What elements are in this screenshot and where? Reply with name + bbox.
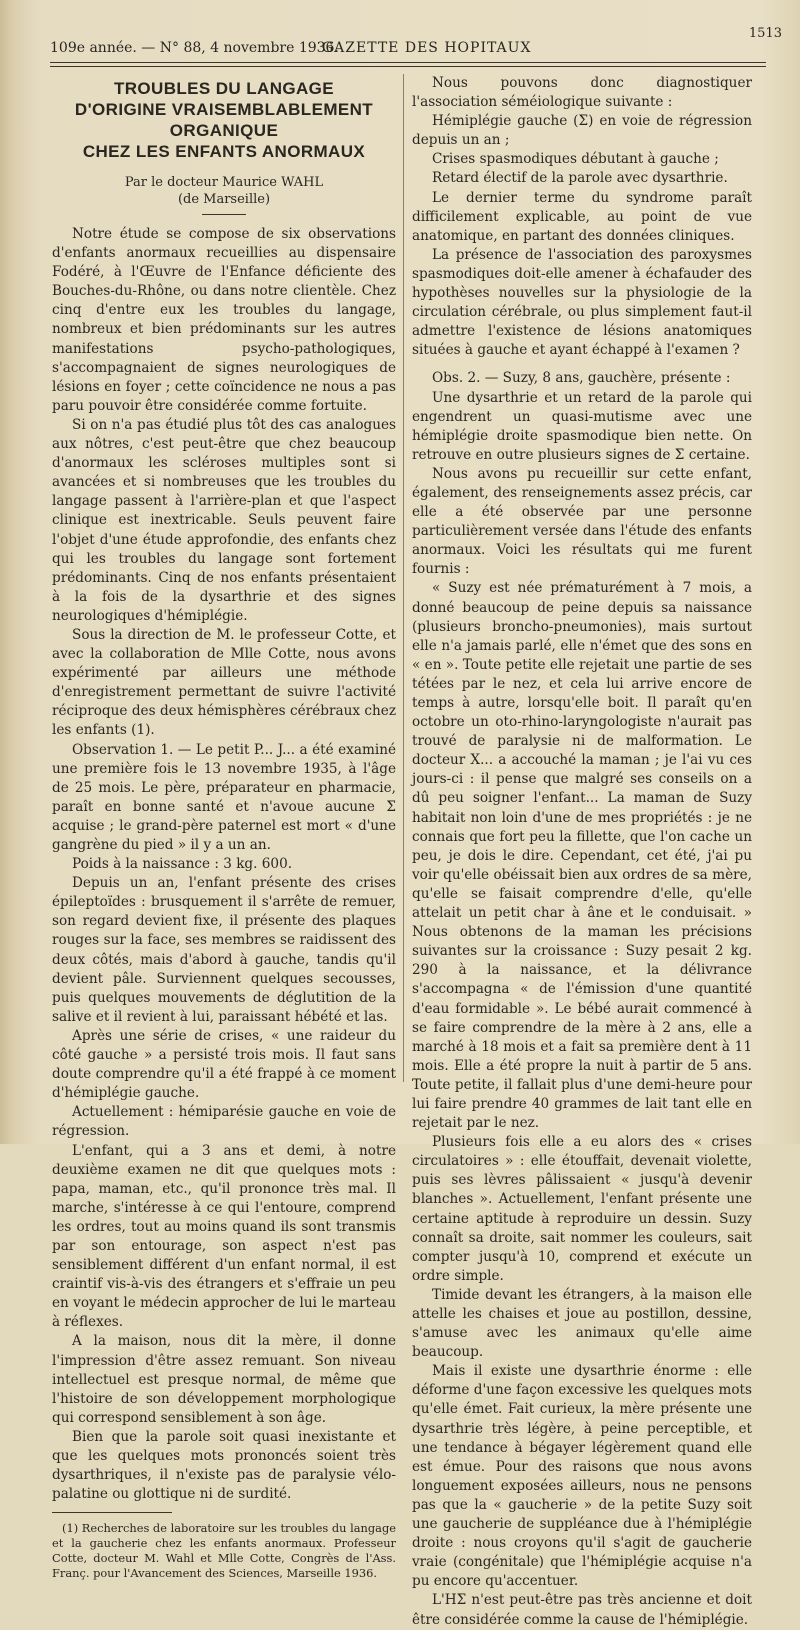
paragraph: A la maison, nous dit la mère, il donne l'impression d'être assez remuant. Son niveau intellectuel est presque normal, de même que l'histoire de son développement morphologique qui correspond sensiblement à son âge. (52, 1333, 396, 1426)
left-column (52, 74, 396, 1581)
paragraph: Hémiplégie gauche (Σ) en voie de régression depuis un an ; (412, 113, 752, 149)
footnote: (1) Recherches de laboratoire sur les troubles du langage et la gaucherie chez les enfants anormaux. Professeur Cotte, docteur M. Wahl et Mlle Cotte, Congrès de l'Ass. Franç. pour l'Avancement des Sciences, Marseille 1936. (52, 1521, 396, 1581)
spacer (412, 360, 752, 369)
paragraph: Une dysarthrie et un retard de la parole qui engendrent un quasi-mutisme avec une hémiplégie droite spasmodique bien nette. On retrouve en outre plusieurs signes de Σ certaine. (412, 389, 752, 463)
paragraph: L'enfant, qui a 3 ans et demi, à notre deuxième examen ne dit que quelques mots : papa, maman, etc., qu'il prononce très mal. Il marche, s'intéresse à ce qui l'entoure, comprend les ordres, tout au moins quand ils sont transmis par son entourage, son aspect n'est pas sensiblement différent d'un enfant normal, il est craintif vis-à-vis des étrangers et s'effraie un peu en voyant le médecin approcher de lui le marteau à réflexes. (52, 1142, 396, 1331)
article-title (52, 78, 396, 162)
paragraph: Depuis un an, l'enfant présente des crises épileptoïdes : brusquement il s'arrête de remuer, son regard devient fixe, il présente des plaques rouges sur la face, ses membres se raidissent des deux côtés, mais d'abord à gauche, tandis qu'il devient pâle. Surviennent quelques secousses, puis quelques mouvements de déglutition de la salive et il revient à lui, paraissant hébété et las. (52, 875, 396, 1025)
paragraph: L'HΣ n'est peut-être pas très ancienne et doit être considérée comme la cause de l'hémiplégie. (412, 1592, 752, 1628)
journal-title: GAZETTE DES HOPITAUX (322, 40, 532, 56)
paragraph: La présence de l'association des paroxysmes spasmodiques doit-elle amener à échafauder des hypothèses nouvelles sur la physiologie de la circulation cérébrale, ou plus simplement faut-il admettre l'existence de lésions anatomiques situées à gauche et ayant échappé à l'examen ? (412, 246, 752, 359)
paragraph: Le dernier terme du syndrome paraît difficilement explicable, au point de vue anatomique, en partant des données cliniques. (412, 189, 752, 244)
paragraph: Si on n'a pas étudié plus tôt des cas analogues aux nôtres, c'est peut-être que chez beaucoup d'anormaux les scléroses multiples sont si avancées et si nombreuses que les troubles du langage passent à l'arrière-plan et que l'aspect clinique est inextricable. Seuls peuvent faire l'objet d'une étude approfondie, des enfants chez qui les troubles du langage sont fortement prédominants. Cinq de nos enfants présentaient à la fois de la dysarthrie et des signes neurologiques d'hémiplégie. (52, 416, 396, 624)
right-column (412, 74, 752, 1630)
paragraph: Bien que la parole soit quasi inexistante et que les quelques mots prononcés soient très dysarthriques, il n'existe pas de paralysie vélo-palatine ou glottique ni de surdité. (52, 1428, 396, 1503)
paragraph: Retard électif de la parole avec dysarthrie. (432, 170, 728, 187)
paragraph: « Suzy est née prématurément à 7 mois, a donné beaucoup de peine depuis sa naissance (plusieurs broncho-pneumonies), mais surtout elle n'a jamais parlé, elle n'émet que des sons en « en ». Toute petite elle rejetait une partie de ses tétées par le nez, et cela lui arrive encore de temps à autre, lorsqu'elle boit. Il paraît qu'en octobre un oto-rhino-laryngologiste n'aurait pas trouvé de paralysie ni de malformation. Le docteur X... a accouché la maman ; je l'ai vu ces jours-ci : il pense que malgré ses conseils on a dû peu soigner l'enfant... La maman de Suzy habitait non loin d'une de mes propriétés : je ne connais que fort peu la fillette, que l'on cache un peu, je dois le dire. Cependant, cet été, j'ai pu voir qu'elle obéissait bien aux ordres de sa mère, qu'elle se faisait comprendre d'elle, qu'elle attelait un petit char à âne et le conduisait. » Nous obtenons de la maman les précisions suivantes sur la croissance : Suzy pesait 2 kg. 290 à la naissance, et la délivrance s'accompagna « de l'émission d'une quantité d'eau formidable ». Le bébé aurait commencé à se faire comprendre de la mère à 2 ans, elle a marché à 18 mois et a fait sa première dent à 11 mois. Elle a été propre la nuit à partir de 5 ans. Toute petite, il fallait plus d'une demi-heure pour lui faire prendre 40 grammes de lait tant elle en rejetait par le nez. (412, 580, 752, 1132)
paragraph: Timide devant les étrangers, à la maison elle attelle les chaises et joue au postillon, dessine, s'amuse avec les animaux qu'elle aime beaucoup. (412, 1286, 752, 1361)
observation-paragraph: Obs. 2. — Suzy, 8 ans, gauchère, présente : (432, 370, 731, 387)
paragraph: Après une série de crises, « une raideur du côté gauche » a persisté trois mois. Il faut sans doute comprendre qu'il a été frappé à ce moment d'hémiplégie gauche. (52, 1027, 396, 1102)
page-number: 1513 (748, 26, 782, 41)
author-line: Par le docteur Maurice WAHL (124, 175, 324, 190)
running-head (50, 26, 782, 60)
column-divider (403, 74, 404, 1082)
title-line-2: D'ORIGINE VRAISEMBLABLEMENT ORGANIQUE (74, 100, 374, 140)
paragraph: Crises spasmodiques débutant à gauche ; (432, 151, 719, 168)
observation-paragraph: Observation 1. — Le petit P... J... a été examiné une première fois le 13 novembre 1935, à l'âge de 25 mois. Le père, préparateur en pharmacie, paraît en bonne santé et n'avoue aucune Σ acquise ; le grand-père paternel est mort « d'une gangrène du pied » il y a un an. (52, 741, 396, 853)
title-separator (202, 214, 246, 215)
paragraph: Nous pouvons donc diagnostiquer l'association séméiologique suivante : (412, 75, 752, 111)
paragraph: Poids à la naissance : 3 kg. 600. (72, 856, 293, 873)
title-line-3: CHEZ LES ENFANTS ANORMAUX (82, 142, 366, 161)
title-line-1: TROUBLES DU LANGAGE (113, 79, 335, 98)
author-city: (de Marseille) (177, 192, 271, 207)
header-rule-bottom (50, 66, 766, 67)
paragraph: Plusieurs fois elle a eu alors des « crises circulatoires » : elle étouffait, devenait violette, puis ses lèvres pâlissaient « jusqu'à devenir blanches ». Actuellement, l'enfant présente une certaine aptitude à reproduire un dessin. Suzy connaît sa droite, sait nommer les couleurs, sait compter jusqu'à 10, comprend et exécute un ordre simple. (412, 1134, 752, 1284)
header-rule-top (50, 62, 766, 63)
paragraph: Actuellement : hémiparésie gauche en voie de régression. (52, 1104, 396, 1140)
paragraph: Sous la direction de M. le professeur Cotte, et avec la collaboration de Mlle Cotte, nous avons expérimenté par ailleurs une méthode d'enregistrement permettant de suivre l'activité réciproque des deux hémisphères cérébraux chez les enfants (1). (52, 626, 396, 739)
paragraph: Nous avons pu recueillir sur cette enfant, également, des renseignements assez précis, car elle a été observée par une personne particulièrement versée dans l'étude des enfants anormaux. Voici les résultats qui me furent fournis : (412, 465, 752, 578)
footnote-rule (52, 1512, 172, 1513)
issue-info: 109e année. — N° 88, 4 novembre 1936. (50, 40, 339, 56)
paragraph: Notre étude se compose de six observations d'enfants anormaux recueillies au dispensaire Fodéré, à l'Œuvre de l'Enfance déficiente des Bouches-du-Rhône, ou dans notre clientèle. Chez cinq d'entre eux les troubles du langage, nombreux et bien prédominants sur les autres manifestations psycho-pathologiques, s'accompagnaient de signes neurologiques de lésions en foyer ; cette coïncidence ne nous a pas paru pouvoir être considérée comme fortuite. (52, 226, 396, 414)
paragraph: Mais il existe une dysarthrie énorme : elle déforme d'une façon excessive les quelques mots qu'elle émet. Fait curieux, la mère présente une dysarthrie très légère, à peine perceptible, et une tendance à bégayer légèrement quand elle est émue. Pour des raisons que nous avons longuement exposées ailleurs, nous ne pensons pas que la « gaucherie » de la petite Suzy soit une gaucherie de suppléance due à l'hémiplégie droite : nous croyons qu'il s'agit de gaucherie vraie (congénitale) que l'hémiplégie acquise n'a pu encore qu'accentuer. (412, 1363, 752, 1590)
